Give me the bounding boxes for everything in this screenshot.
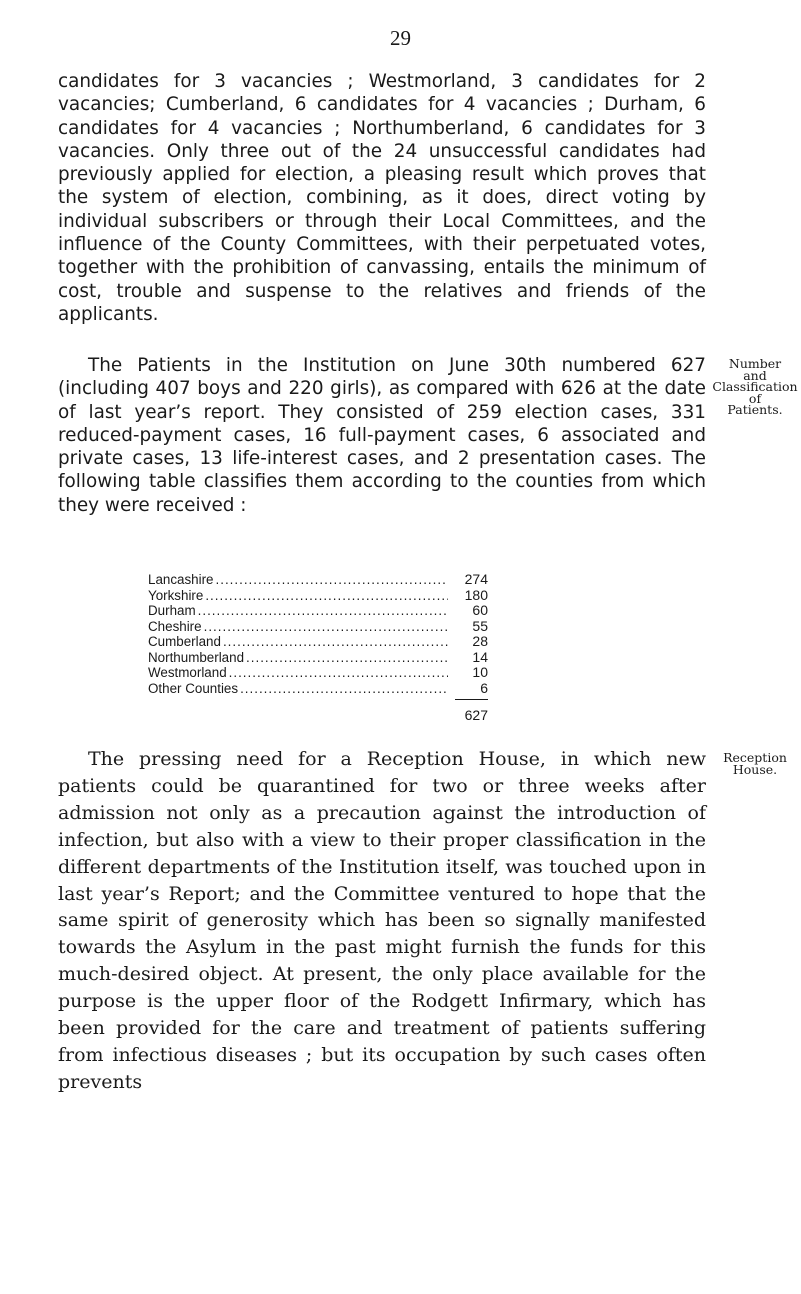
county-count: 180 (464, 586, 488, 603)
county-count: 14 (472, 648, 488, 665)
county-table (148, 571, 488, 695)
dot-leader (246, 650, 448, 665)
county-count: 60 (472, 602, 488, 618)
county-name: Cheshire (148, 618, 202, 634)
total-rule (455, 699, 488, 700)
dot-leader (223, 634, 448, 649)
table-row (148, 633, 488, 649)
margin-note-line: Classification (712, 379, 798, 394)
county-name: Durham (148, 603, 196, 618)
margin-note-line: Patients. (727, 402, 783, 417)
margin-note-line: and (743, 367, 767, 383)
paragraph-election-results: candidates for 3 vacancies ; Westmorland, 3 candidates for 2 vacancies; Cumberland, 6 candidates for 4 vacancies ; Durham, 6 candidates for 4 vacancies ; Northumberland, 6 candidates for 3 vacancies. Only three out of the 24 unsuccessful candidates had previously applied for election, a pleasing result which proves that the system of election, combining, as it does, direct voting by individual subscribers or through their Local Committees, and the influence of the County Committees, with their perpetuated votes, together with the prohibition of canvassing, entails the minimum of cost, trouble and suspense to the relatives and friends of the applicants. (58, 71, 706, 325)
county-name: Yorkshire (148, 587, 204, 603)
table-row (148, 571, 488, 587)
margin-note-reception (712, 752, 798, 775)
table-row (148, 587, 488, 603)
table-total: 627 (464, 707, 488, 723)
table-row (148, 602, 488, 618)
dot-leader (216, 572, 448, 587)
dot-leader (204, 619, 448, 634)
margin-note-line: House. (732, 761, 778, 777)
county-name: Northumberland (148, 649, 245, 665)
table-row (148, 649, 488, 665)
county-count: 28 (472, 633, 488, 649)
page-number: 29 (390, 26, 411, 50)
county-name: Other Counties (148, 680, 239, 696)
county-count: 55 (472, 617, 488, 634)
table-row (148, 618, 488, 634)
table-row (148, 664, 488, 680)
paragraph-patient-numbers: The Patients in the Institution on June 30th numbered 627 (including 407 boys and 220 girls), as compared with 626 at the date of last year’s report. They consisted of 259 election cases, 331 reduced-payment cases, 16 full-payment cases, 6 associated and private cases, 13 life-interest cases, and 2 presentation cases. The following table classifies them according to the counties from which they were received : (58, 355, 706, 516)
margin-note-line: Reception (723, 750, 787, 765)
county-name: Westmorland (148, 665, 227, 680)
dot-leader (198, 603, 448, 618)
dot-leader (205, 588, 448, 603)
county-name: Lancashire (148, 572, 214, 587)
margin-note-classification (712, 358, 798, 416)
dot-leader (240, 681, 448, 696)
table-row (148, 680, 488, 696)
county-count: 6 (480, 679, 488, 696)
margin-note-line: Number (728, 356, 782, 371)
county-name: Cumberland (148, 634, 221, 649)
paragraph-reception-house: The pressing need for a Reception House, in which new patients could be quarantined for two or three weeks after admission not only as a precaution against the introduction of infection, but also with a view to their proper classification in the different departments of the Institution itself, was touched upon in last year’s Report; and the Committee ventured to hope that the same spirit of generosity which has been so signally manifested towards the Asylum in the past might furnish the funds for this much-desired object. At present, the only place available for the purpose is the upper floor of the Rodgett Infirmary, which has been provided for the care and treatment of patients suffering from infectious diseases ; but its occupation by such cases often prevents (58, 748, 706, 1093)
dot-leader (229, 665, 448, 680)
county-count: 10 (472, 664, 488, 680)
county-count: 274 (464, 571, 488, 587)
margin-note-line: of (748, 390, 762, 406)
